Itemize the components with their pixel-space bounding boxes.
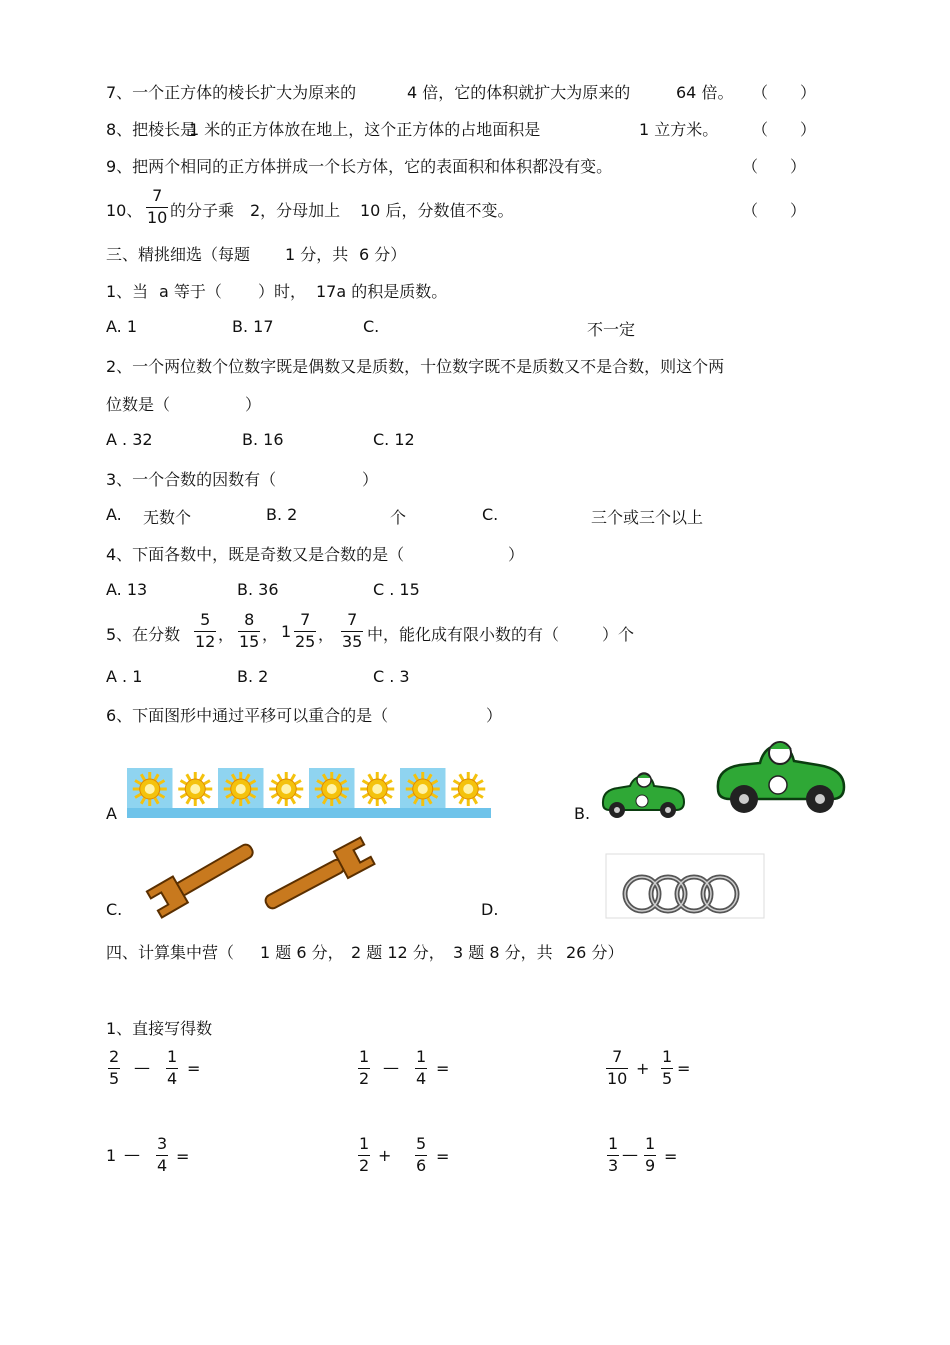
equals-sign: = xyxy=(677,1059,691,1078)
s3-q2-option-b[interactable]: B. 16 xyxy=(242,430,284,449)
comma: ， xyxy=(262,625,279,644)
answer-input-5[interactable] xyxy=(451,1144,515,1164)
equals-sign: = xyxy=(187,1059,201,1078)
s3-q2-option-c[interactable]: C. 12 xyxy=(373,430,415,449)
s3-q3-option-c[interactable]: C. xyxy=(482,505,499,524)
s3-q4-option-a[interactable]: A. 13 xyxy=(106,580,148,599)
s3-q1-option-c-text: 不一定 xyxy=(587,320,636,339)
plus-sign: + xyxy=(636,1059,650,1078)
s3-q5-fraction-1 xyxy=(194,611,216,651)
fraction-numerator: 1 xyxy=(359,1134,370,1153)
s3-q3-option-b[interactable]: B. 2 xyxy=(266,505,298,524)
q10-text-c: 10 后，分数值不变。 xyxy=(360,201,514,220)
s3-q6-stem: 6、下面图形中通过平移可以重合的是（ xyxy=(106,706,389,725)
fraction xyxy=(606,1048,628,1088)
s3-q4-stem: 4、下面各数中，既是奇数又是合数的是（ xyxy=(106,545,405,564)
s3-q2-stem-close: ） xyxy=(245,395,262,414)
fraction-denominator: 5 xyxy=(662,1069,673,1088)
fraction xyxy=(415,1135,427,1175)
answer-input-6[interactable] xyxy=(680,1144,744,1164)
answer-input-3[interactable] xyxy=(692,1056,756,1076)
s3-q6-option-b[interactable]: B. xyxy=(574,804,591,823)
s3-q5-option-c[interactable]: C . 3 xyxy=(373,667,410,686)
sun-tile xyxy=(218,768,264,818)
fraction-denominator: 15 xyxy=(239,632,260,651)
fraction-numerator: 7 xyxy=(347,610,358,629)
s3-q1-stem-d: 17a 的积是质数。 xyxy=(316,282,448,301)
fraction xyxy=(644,1135,656,1175)
s3-q1-stem-c: ）时， xyxy=(258,282,307,301)
fraction-denominator: 9 xyxy=(645,1156,656,1175)
fraction-denominator: 35 xyxy=(342,632,363,651)
q8-paren-open: （ xyxy=(752,120,769,139)
fraction xyxy=(166,1048,178,1088)
sun-tile xyxy=(173,768,219,818)
q10-paren-close: ） xyxy=(790,201,807,220)
s3-q1-stem-a: 1、当 xyxy=(106,282,149,301)
fraction-numerator: 7 xyxy=(300,610,311,629)
s3-q5-fraction-2 xyxy=(238,611,260,651)
section4-subtitle-1: 1、直接写得数 xyxy=(106,1019,213,1038)
q8-text-c: 1 立方米。 xyxy=(639,120,719,139)
minus-sign: — xyxy=(134,1058,150,1077)
s3-q3-stem: 3、一个合数的因数有（ xyxy=(106,470,277,489)
wrench-left-icon xyxy=(143,840,261,914)
fraction-numerator: 5 xyxy=(416,1134,427,1153)
fraction xyxy=(415,1048,427,1088)
fraction xyxy=(607,1135,619,1175)
plus-sign: + xyxy=(378,1146,392,1165)
fraction-denominator: 4 xyxy=(157,1156,168,1175)
fraction xyxy=(358,1135,370,1175)
fraction-numerator: 1 xyxy=(645,1134,656,1153)
fraction-denominator: 25 xyxy=(295,632,316,651)
fraction-denominator: 2 xyxy=(359,1069,370,1088)
s3-q6-option-d[interactable]: D. xyxy=(481,900,499,919)
section3-title-c: 6 分） xyxy=(359,245,407,264)
section3-title-a: 三、精挑细选（每题 xyxy=(106,245,251,264)
sun-tile xyxy=(400,768,446,818)
sun-tile xyxy=(264,768,310,818)
s3-q5-fraction-3-whole: 1 xyxy=(281,622,292,641)
fraction-denominator: 2 xyxy=(359,1156,370,1175)
q10-fraction-numerator: 7 xyxy=(152,186,163,205)
fraction xyxy=(358,1048,370,1088)
fraction-numerator: 3 xyxy=(157,1134,168,1153)
fraction-numerator: 7 xyxy=(612,1047,623,1066)
comma: ， xyxy=(218,625,235,644)
minus-sign: — xyxy=(622,1145,638,1164)
s3-q1-stem-b: a 等于（ xyxy=(159,282,222,301)
fraction xyxy=(661,1048,673,1088)
s3-q2-stem: 2、一个两位数个位数字既是偶数又是质数，十位数字既不是质数又不是合数，则这个两 xyxy=(106,357,725,376)
s3-q1-option-c[interactable]: C. xyxy=(363,317,380,336)
q10-text-b: 2，分母加上 xyxy=(250,201,341,220)
fraction-denominator: 5 xyxy=(109,1069,120,1088)
s3-q2-stem-2: 位数是（ xyxy=(106,395,171,414)
sun-tile xyxy=(446,768,492,818)
equals-sign: = xyxy=(436,1059,450,1078)
fraction-denominator: 6 xyxy=(416,1156,427,1175)
q8-paren-close: ） xyxy=(800,120,817,139)
equals-sign: = xyxy=(176,1147,190,1166)
s3-q3-option-a-text: 无数个 xyxy=(143,508,192,527)
four-rings-icon xyxy=(606,854,764,918)
fraction-numerator: 1 xyxy=(359,1047,370,1066)
section4-title-c: 2 题 12 分， xyxy=(351,943,445,962)
minus-sign: — xyxy=(124,1145,140,1164)
wrench-right-icon xyxy=(258,840,378,914)
s3-q6-option-c[interactable]: C. xyxy=(106,900,123,919)
q10-number: 10、 xyxy=(106,201,143,220)
sun-tile xyxy=(309,768,355,818)
q7-text-a: 7、一个正方体的棱长扩大为原来的 xyxy=(106,83,357,102)
q8-text-b: 1 米的正方体放在地上，这个正方体的占地面积是 xyxy=(189,120,541,139)
fraction-denominator: 3 xyxy=(608,1156,619,1175)
q7-paren-open: （ xyxy=(752,83,769,102)
q10-paren-open: （ xyxy=(742,201,759,220)
s3-q5-stem: 5、在分数 xyxy=(106,625,181,644)
q9-paren-open: （ xyxy=(742,157,759,176)
s3-q5-option-a[interactable]: A . 1 xyxy=(106,667,143,686)
fraction-denominator: 12 xyxy=(195,632,216,651)
fraction-numerator: 1 xyxy=(167,1047,178,1066)
section4-title-e: 26 分） xyxy=(566,943,624,962)
fraction-numerator: 2 xyxy=(109,1047,120,1066)
q7-text-b: 4 倍，它的体积就扩大为原来的 xyxy=(407,83,631,102)
equals-sign: = xyxy=(664,1147,678,1166)
section3-title-b: 1 分，共 xyxy=(285,245,349,264)
s3-q6-option-a[interactable]: A xyxy=(106,804,117,823)
answer-input-1[interactable] xyxy=(202,1056,266,1076)
q10-fraction xyxy=(146,187,168,227)
sun-tile xyxy=(355,768,401,818)
s3-q5-option-b[interactable]: B. 2 xyxy=(237,667,269,686)
s3-q6-stem-close: ） xyxy=(486,706,503,725)
section4-title-d: 3 题 8 分，共 xyxy=(453,943,553,962)
answer-input-4[interactable] xyxy=(192,1144,256,1164)
s3-q3-option-c-text: 三个或三个以上 xyxy=(591,508,704,527)
section4-title-a: 四、计算集中营（ xyxy=(106,943,235,962)
sun-tile xyxy=(127,768,173,818)
section4-title-b: 1 题 6 分， xyxy=(260,943,344,962)
s3-q5-fraction-4 xyxy=(341,611,363,651)
whole-number: 1 xyxy=(106,1146,117,1165)
fraction-denominator: 4 xyxy=(416,1069,427,1088)
s3-q1-option-a[interactable]: A. 1 xyxy=(106,317,138,336)
fraction-numerator: 1 xyxy=(662,1047,673,1066)
sun-tiles-strip xyxy=(127,768,491,818)
fraction xyxy=(108,1048,120,1088)
fraction-denominator: 10 xyxy=(607,1069,628,1088)
small-race-car-icon xyxy=(600,768,686,820)
q7-text-c: 64 倍。 xyxy=(676,83,734,102)
q7-paren-close: ） xyxy=(800,83,817,102)
s3-q4-stem-close: ） xyxy=(508,545,525,564)
equals-sign: = xyxy=(436,1147,450,1166)
q10-text-a: 的分子乘 xyxy=(170,201,235,220)
fraction-numerator: 8 xyxy=(244,610,255,629)
answer-input-2[interactable] xyxy=(451,1056,515,1076)
s3-q2-option-a[interactable]: A . 32 xyxy=(106,430,153,449)
s3-q5-fraction-3 xyxy=(294,611,316,651)
fraction-numerator: 5 xyxy=(200,610,211,629)
s3-q3-option-a[interactable]: A. xyxy=(106,505,122,524)
q9-paren-close: ） xyxy=(790,157,807,176)
fraction-denominator: 4 xyxy=(167,1069,178,1088)
s3-q3-option-b-text: 个 xyxy=(390,508,407,527)
q9-text: 9、把两个相同的正方体拼成一个长方体，它的表面积和体积都没有变。 xyxy=(106,157,613,176)
comma: ， xyxy=(318,625,335,644)
s3-q3-stem-close: ） xyxy=(362,470,379,489)
s3-q5-tail-close: ）个 xyxy=(602,625,635,644)
q10-fraction-denominator: 10 xyxy=(147,208,168,227)
fraction-numerator: 1 xyxy=(416,1047,427,1066)
fraction-numerator: 1 xyxy=(608,1134,619,1153)
large-race-car-icon xyxy=(714,735,846,817)
s3-q5-tail: 中，能化成有限小数的有（ xyxy=(367,625,560,644)
s3-q4-option-b[interactable]: B. 36 xyxy=(237,580,279,599)
s3-q4-option-c[interactable]: C . 15 xyxy=(373,580,420,599)
s3-q1-option-b[interactable]: B. 17 xyxy=(232,317,274,336)
q8-text-a: 8、把棱长是 xyxy=(106,120,197,139)
minus-sign: — xyxy=(383,1058,399,1077)
fraction xyxy=(156,1135,168,1175)
